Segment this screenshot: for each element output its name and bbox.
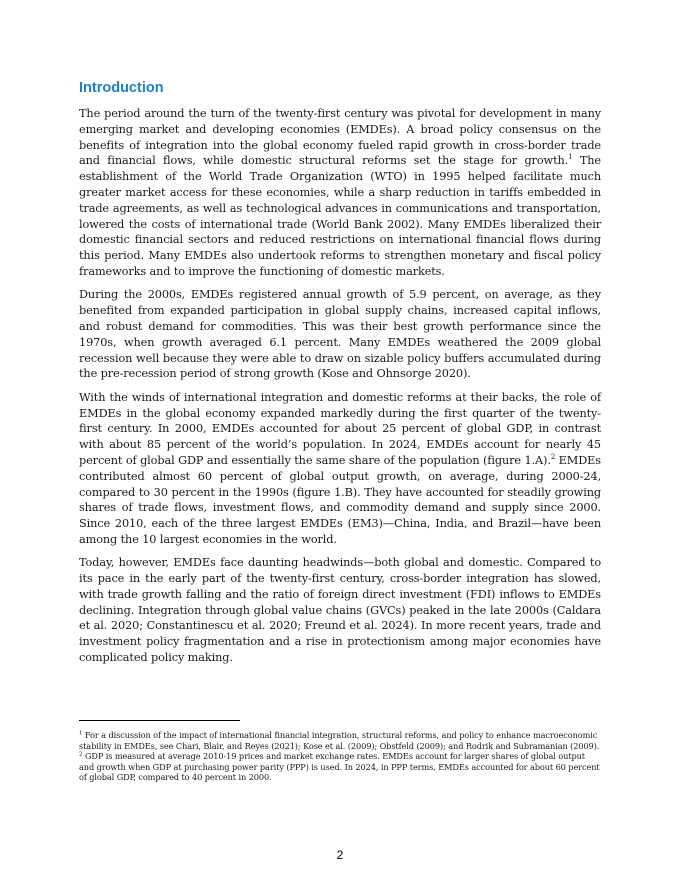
body-text bbox=[79, 106, 601, 673]
footnote-1-number: 1 bbox=[79, 730, 83, 737]
footnote-2-text: GDP is measured at average 2010-19 prices and market exchange rates. EMDEs account for larger shares of global output and growth when GDP at purchasing power parity (PPP) is used. In 2024, in PPP terms, EMDEs accounted for about 60 percent of global GDP, compared to 40 percent in 2000. bbox=[79, 751, 600, 783]
footnote-2 bbox=[79, 751, 601, 783]
paragraph-3-text-cont: EMDEs contributed almost 60 percent of global output growth, on average, during 2000-24, compared to 30 percent in the 1990s (figure 1.B). They have accounted for steadily growing shares of trade flows, investment flows, and commodity demand and supply since 2000. Since 2010, each of the three largest EMDEs (EM3)—China, India, and Brazil—have been among the 10 largest economies in the world. bbox=[79, 453, 601, 546]
footnote-1-text: For a discussion of the impact of international financial integration, structural reforms, and policy to enhance macroeconomic stability in EMDEs, see Chari, Blair, and Reyes (2021); Kose et al. (2009); Obstfeld (2009); and Rodrik and Subramanian (2009). bbox=[79, 730, 600, 751]
footnote-ref-1[interactable]: 1 bbox=[568, 153, 573, 162]
section-heading: Introduction bbox=[79, 80, 164, 96]
paragraph-4: Today, however, EMDEs face daunting headwinds—both global and domestic. Compared to its pace in the early part of the twenty-first century, cross-border integration has slowed, with trade growth falling and the ratio of foreign direct investment (FDI) inflows to EMDEs declining. Integration through global value chains (GVCs) peaked in the late 2000s (Caldara et al. 2020; Constantinescu et al. 2020; Freund et al. 2024). In more recent years, trade and investment policy fragmentation and a rise in protectionism among major economies have complicated policy making. bbox=[79, 556, 601, 665]
footnote-1 bbox=[79, 730, 601, 751]
footnote-divider bbox=[79, 720, 240, 721]
page-number: 2 bbox=[336, 848, 344, 862]
footnote-2-number: 2 bbox=[79, 751, 83, 758]
paragraph-3 bbox=[79, 390, 601, 548]
paragraph-1-text: The period around the turn of the twenty-first century was pivotal for development in many emerging market and developing economies (EMDEs). A broad policy consensus on the benefits of integration into the global economy fueled rapid growth in cross-border trade and financial flows, while domestic structural reforms set the stage for growth. bbox=[79, 107, 601, 168]
footnote-ref-2[interactable]: 2 bbox=[550, 453, 556, 462]
paragraph-1 bbox=[79, 106, 601, 280]
footnotes bbox=[79, 730, 601, 783]
paragraph-1-text-cont: The establishment of the World Trade Organization (WTO) in 1995 helped facilitate much greater market access for these economies, while a sharp reduction in tariffs embedded in trade agreements, as well as technological advances in communications and transportation, lowered the costs of international trade (World Bank 2002). Many EMDEs liberalized their domestic financial sectors and reduced restrictions on international financial flows during this period. Many EMDEs also undertook reforms to strengthen monetary and fiscal policy frameworks and to improve the functioning of domestic markets. bbox=[79, 154, 601, 278]
paragraph-2: During the 2000s, EMDEs registered annual growth of 5.9 percent, on average, as they benefited from expanded participation in global supply chains, increased capital inflows, and robust demand for commodities. This was their best growth performance since the 1970s, when growth averaged 6.1 percent. Many EMDEs weathered the 2009 global recession well because they were able to draw on sizable policy buffers accumulated during the pre-recession period of strong growth (Kose and Ohnsorge 2020). bbox=[79, 288, 601, 381]
paragraph-3-text: With the winds of international integration and domestic reforms at their backs, the role of EMDEs in the global economy expanded markedly during the first quarter of the twenty-first century. In 2000, EMDEs accounted for about 25 percent of global GDP, in contrast with about 85 percent of the world’s population. In 2024, EMDEs account for nearly 45 percent of global GDP and essentially the same share of the population (figure 1.A). bbox=[79, 390, 601, 467]
